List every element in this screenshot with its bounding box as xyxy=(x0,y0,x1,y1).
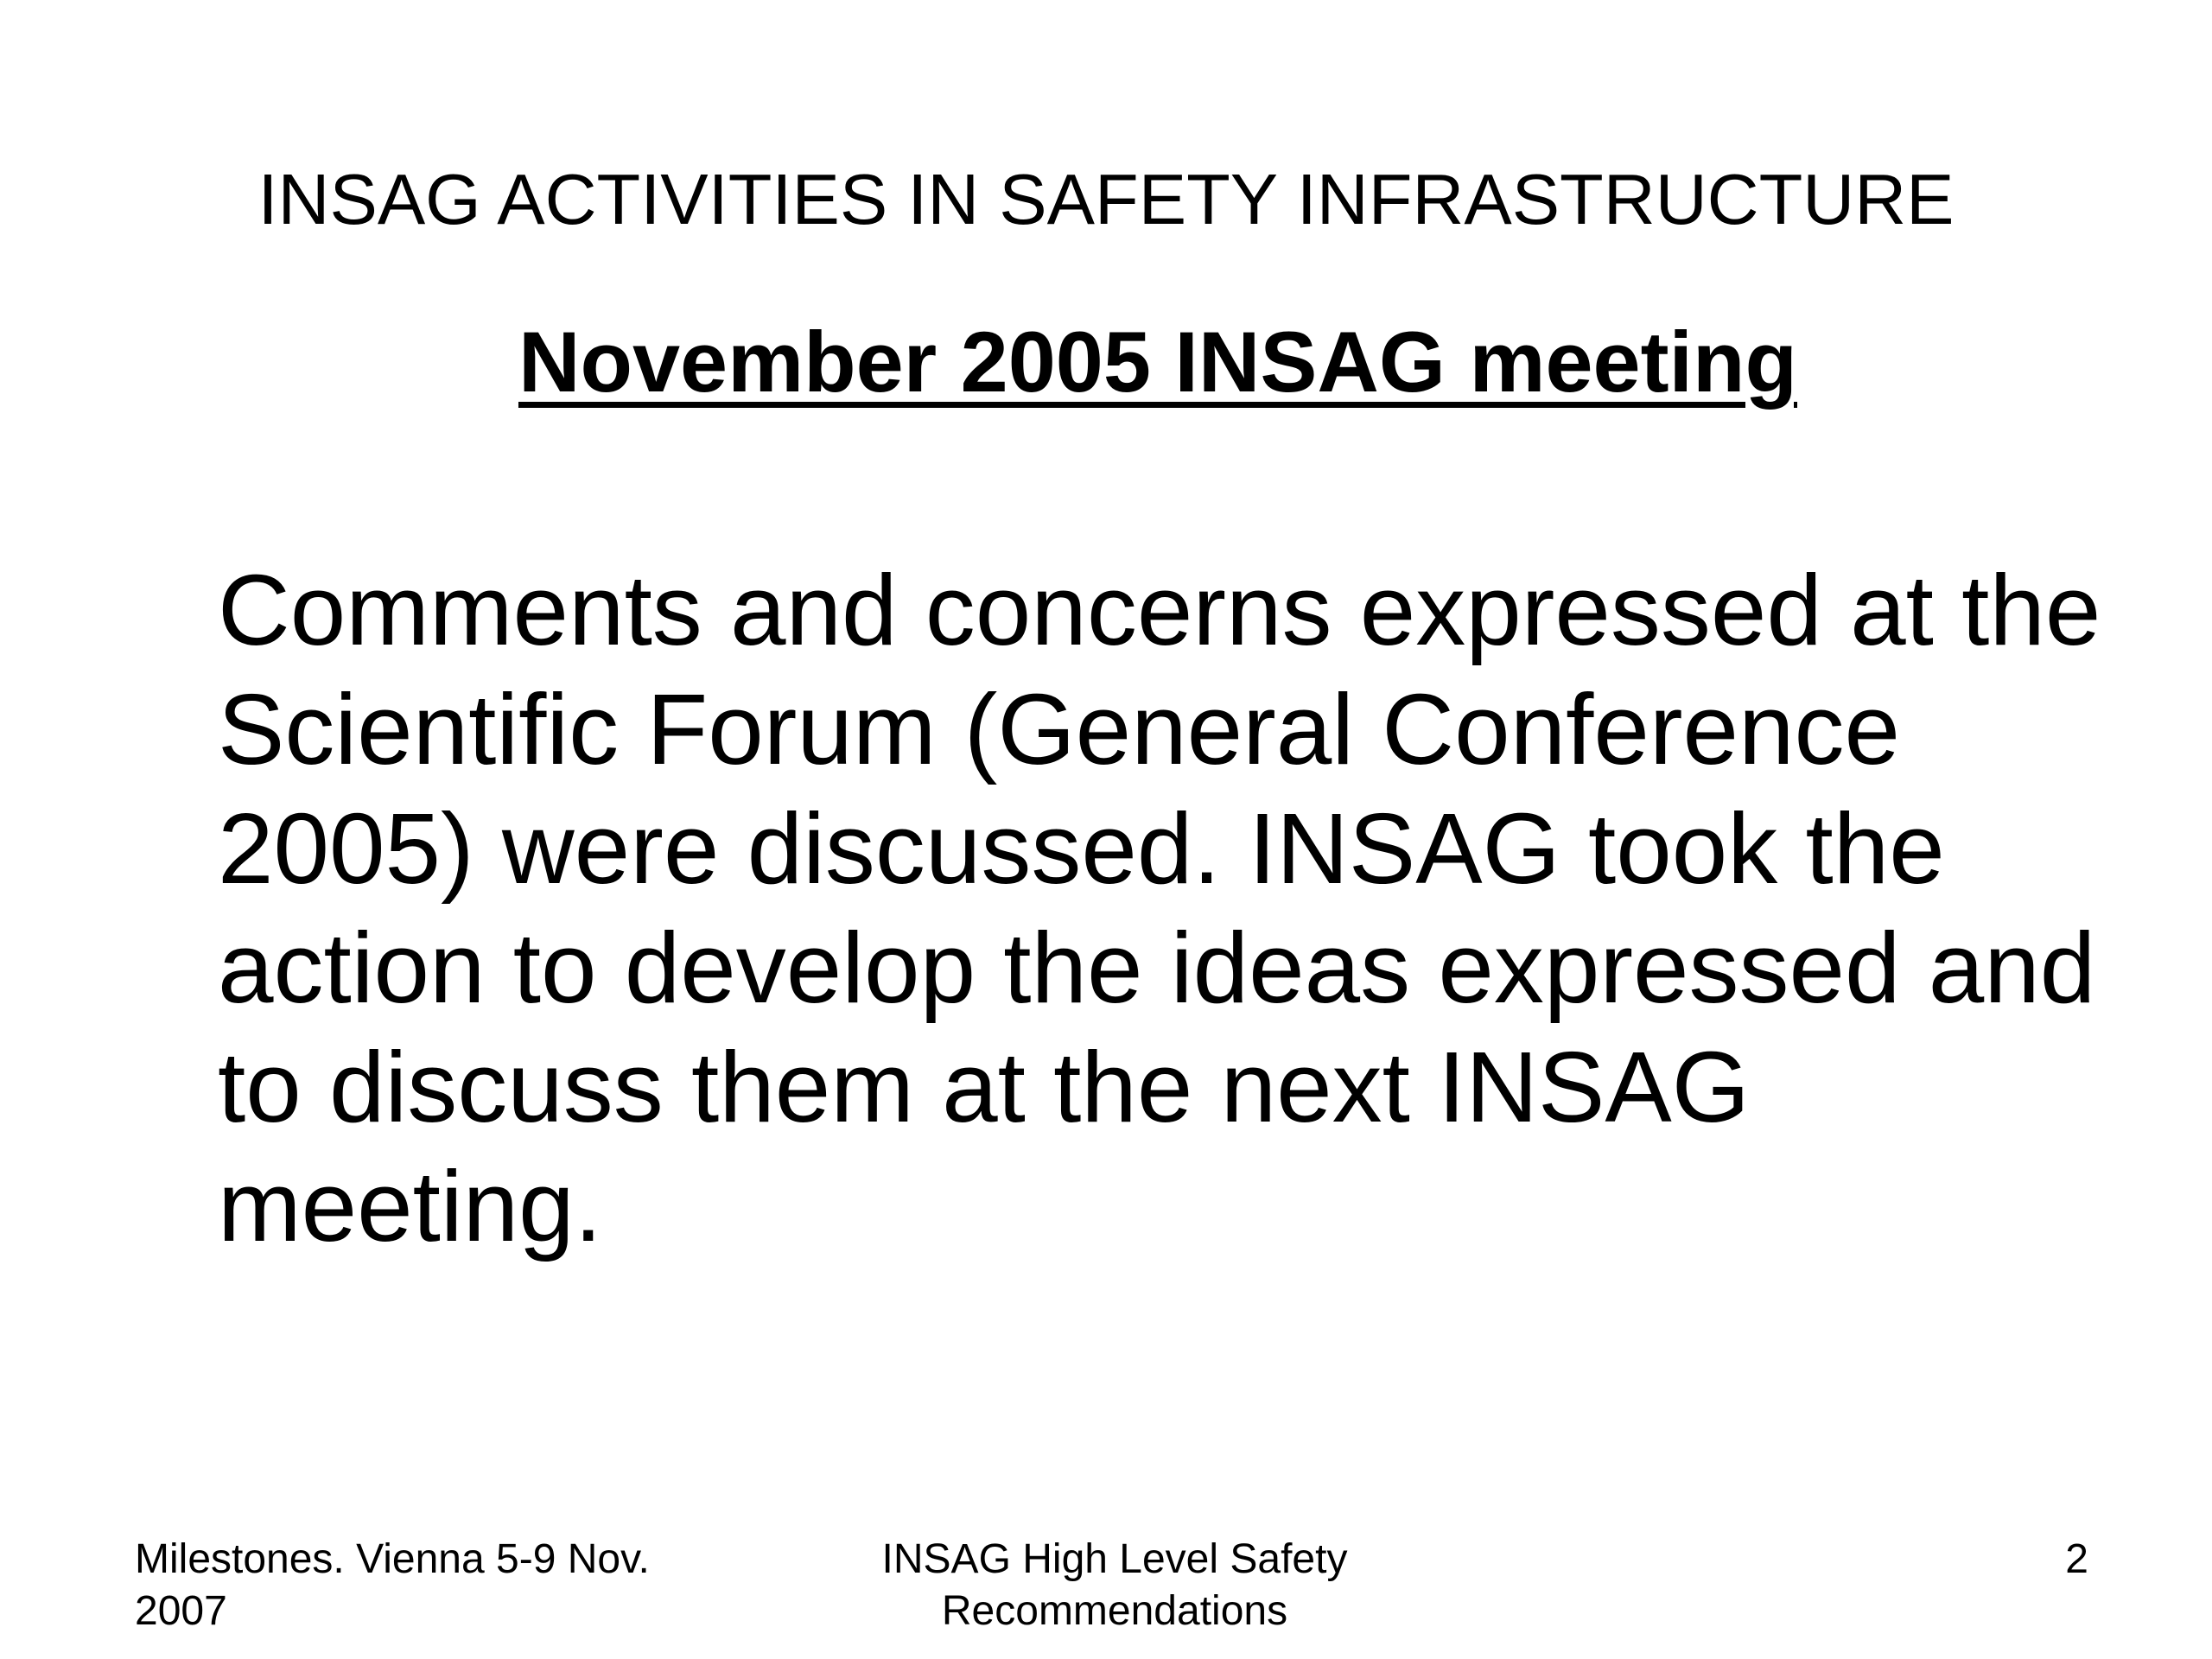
page-number: 2 xyxy=(2065,1536,2088,1582)
slide-body-text: Comments and concerns expressed at the Scientific Forum (General Conference 2005) were discussed. INSAG took the action to develop the ideas expressed and to discuss them at the next INSAG meeting. xyxy=(218,554,2101,1262)
slide-title: INSAG ACTIVITIES IN SAFETY INFRASTRUCTURE xyxy=(257,159,1955,239)
slide-subtitle: November 2005 INSAG meeting xyxy=(518,314,1798,410)
footer-presentation-title: INSAG High Level Safety Recommendations xyxy=(881,1536,1348,1634)
footer-event: Milestones. Vienna 5-9 Nov. 2007 xyxy=(135,1536,650,1634)
